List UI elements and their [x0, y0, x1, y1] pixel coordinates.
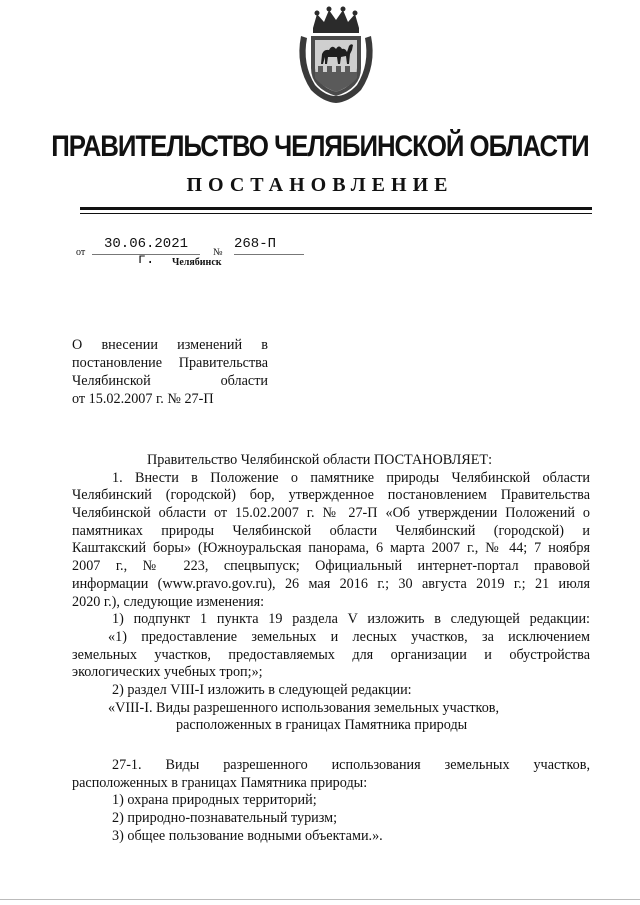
document-subject — [72, 336, 268, 408]
body-line: 2020 г.), следующие изменения: — [72, 593, 265, 610]
body-line: 27-1. Виды разрешенного использования земельных участков, — [112, 757, 590, 773]
subject-line: О внесении изменений в — [72, 337, 268, 353]
document-date: 30.06.2021 г. — [92, 236, 200, 255]
body-line: земельных участков, предоставляемых для организации и обустройства — [72, 646, 590, 663]
section-heading: «VIII-I. Виды разрешенного использования земельных участков, — [108, 699, 500, 716]
document-body — [72, 452, 590, 845]
subject-line: от 15.02.2007 г. № 27-П — [72, 391, 214, 407]
body-line: 1. Внести в Положение о памятнике природы Челябинской области — [112, 469, 590, 486]
body-line: экологических учебных троп;»; — [72, 664, 263, 681]
page-bottom-edge — [0, 899, 640, 900]
body-line: 1) подпункт 1 пункта 19 раздела V изложить в следующей редакции: — [112, 611, 590, 628]
coat-of-arms-icon — [291, 6, 381, 104]
date-prefix: от — [76, 247, 86, 258]
organization-title: ПРАВИТЕЛЬСТВО ЧЕЛЯБИНСКОЙ ОБЛАСТИ — [51, 130, 589, 163]
body-line: Челябинский (городской) бор, утвержденное постановлением Правительства — [72, 487, 590, 504]
list-item: 1) охрана природных территорий; — [112, 792, 317, 809]
resolution-preamble: Правительство Челябинской области ПОСТАНОВЛЯЕТ: — [147, 452, 493, 468]
subject-line: Челябинской области — [72, 373, 268, 389]
body-line: информации (www.pravo.gov.ru), 26 мая 2016 г.; 30 августа 2019 г.; 21 июля — [72, 575, 590, 592]
body-line: Челябинской области от 15.02.2007 г. № 27-П «Об утверждении Положений о — [72, 505, 590, 522]
number-prefix: № — [213, 247, 223, 258]
city-name: Челябинск — [172, 257, 222, 268]
document-number: 268-П — [234, 236, 304, 255]
body-line: 2) раздел VIII-I изложить в следующей редакции: — [112, 681, 412, 698]
body-line: «1) предоставление земельных и лесных участков, за исключением — [108, 628, 590, 645]
body-line: 2007 г., № 223, спецвыпуск; Официальный интернет-портал правовой — [72, 558, 590, 575]
header-rule-thin — [80, 213, 592, 214]
body-line: расположенных в границах Памятника природы: — [72, 774, 368, 791]
document-type: ПОСТАНОВЛЕНИЕ — [186, 174, 454, 196]
list-item: 2) природно-познавательный туризм; — [112, 810, 338, 827]
subject-line: постановление Правительства — [72, 355, 268, 371]
header-rule-thick — [80, 207, 592, 210]
section-heading: расположенных в границах Памятника природы — [176, 717, 468, 734]
body-line: Каштакский боры» (Южноуральская панорама, 6 марта 2007 г., № 44; 7 ноября — [72, 540, 590, 557]
body-line: памятниках природы Челябинской области Челябинский (городской) и — [72, 522, 590, 539]
list-item: 3) общее пользование водными объектами.». — [112, 827, 383, 844]
